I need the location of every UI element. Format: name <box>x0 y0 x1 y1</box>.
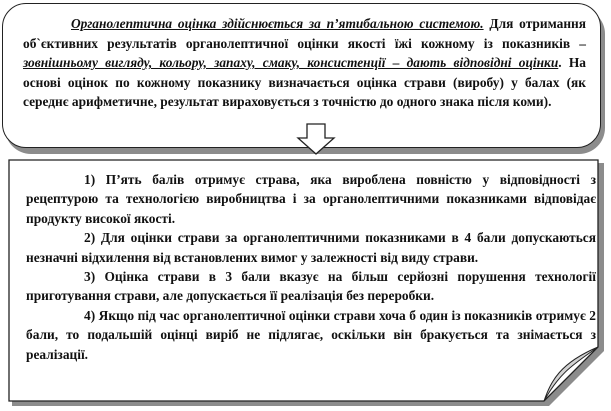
rule-item: 2) Для оцінки страви за органолептичними показниками в 4 бали допускаються незначні відхилення від встановлених вимог у залежності від виду страви. <box>26 230 596 265</box>
intro-part2: . На основі оцінок по кожному показнику визначається оцінка страви (виробу) у балах (як середнє арифметичне, результат вираховується з точністю до одного знака після коми). <box>23 55 586 110</box>
intro-lead: Органолептична оцінка здійснюється за п’ятибальною системою. <box>71 16 484 31</box>
intro-paragraph <box>23 14 586 112</box>
rule-item: 1) П’ять балів отримує страва, яка вироблена повністю у відповідності з рецептурою та технологією виробництва і за органолептичними показниками відповідає продукту високої якості. <box>26 172 596 226</box>
rules-box <box>8 159 604 405</box>
down-arrow-icon <box>296 123 336 155</box>
rule-item: 4) Якщо під час органолептичної оцінки страви хоча б один із показників отримує 2 бали, то подальшій оцінці виріб не підлягає, оскільки він бракується та знімається з реалізації. <box>26 307 596 362</box>
rule-item: 3) Оцінка страви в 3 бали вказує на більш серйозні порушення технології приготування страви, але допускається її реалізація без переробки. <box>26 269 596 304</box>
intro-indicators: зовнішньому вигляду, кольору, запаху, смаку, консистенції – дають відповідні оцінки <box>23 55 559 71</box>
intro-part1: Для отримання об`єктивних результатів органолептичної оцінки якості їжі кожному із показників – <box>23 16 586 51</box>
rules-text <box>26 170 596 364</box>
